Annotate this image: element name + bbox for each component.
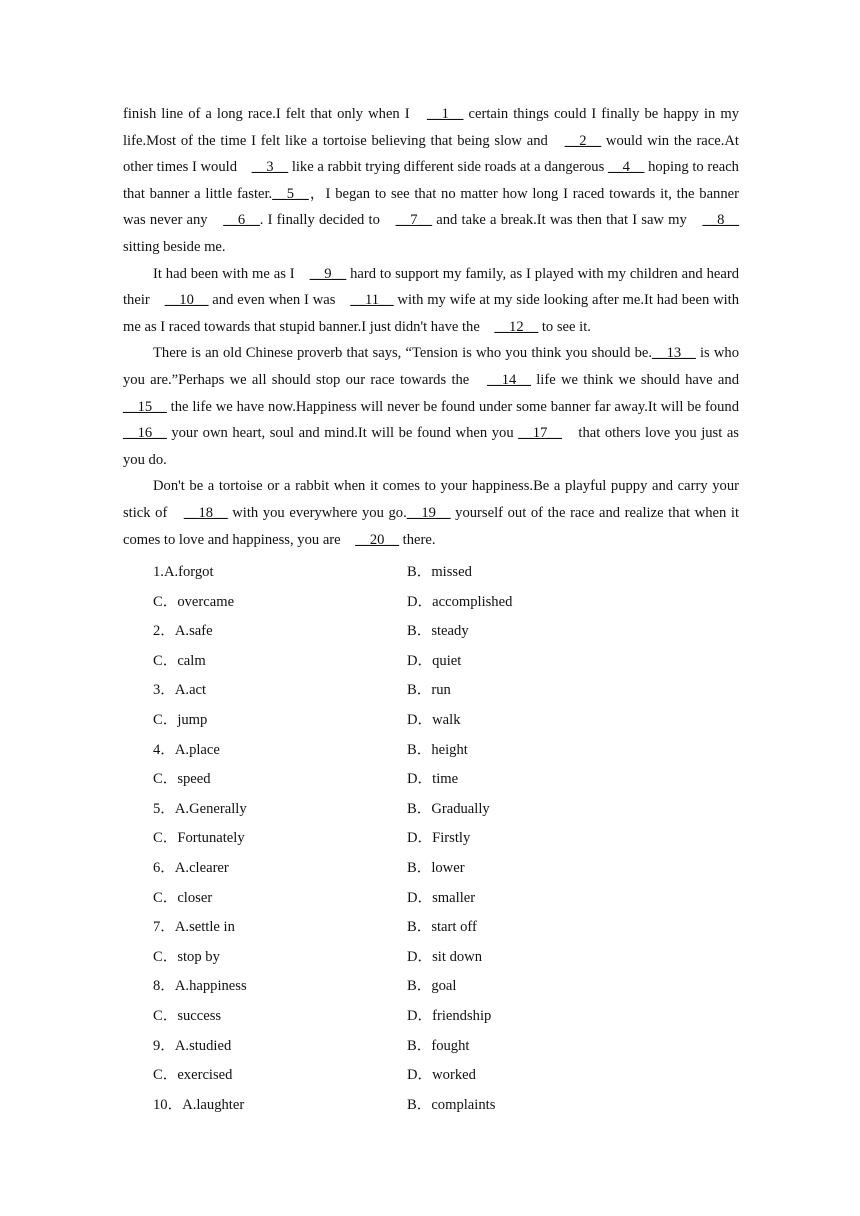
option-choice: B．lower [407, 860, 465, 877]
answer-blank: __15__ [123, 398, 167, 415]
option-choice: B．Gradually [407, 800, 490, 817]
option-row [123, 765, 739, 795]
option-choice: C．Fortunately [153, 830, 245, 847]
passage-text: would win the race.At other times I would [123, 132, 739, 176]
option-choice: C．jump [153, 712, 208, 729]
passage-text: the life we have now.Happiness will never be found under some banner far away.It will be found [166, 398, 754, 415]
option-choice: D．quiet [407, 652, 462, 669]
passage-text: Don't be a tortoise or a rabbit when it comes to your happiness.Be a playful puppy and carry your stick of [123, 478, 739, 521]
option-choice: 6．A.clearer [153, 860, 229, 877]
option-choice: B．complaints [407, 1096, 496, 1113]
passage-text: . I finally decided to [259, 212, 396, 229]
answer-blank: __11__ [350, 292, 394, 309]
answer-blank: __16__ [123, 425, 167, 442]
option-row [123, 1032, 739, 1062]
passage-paragraph [123, 261, 739, 341]
passage-text: that others love you just as you do. [123, 425, 739, 468]
option-choice: 7．A.settle in [153, 919, 235, 936]
option-choice: C．calm [153, 652, 206, 669]
passage-text: and take a break.It was then that I saw my [432, 212, 703, 229]
answer-blank: __8__ [702, 212, 739, 229]
option-row [123, 1061, 739, 1091]
passage-text: there. [399, 531, 436, 548]
option-choice: D．sit down [407, 948, 482, 965]
option-choice: B．run [407, 682, 451, 699]
option-choice: 8．A.happiness [153, 978, 247, 995]
option-row [123, 913, 739, 943]
answer-blank: __14__ [487, 371, 531, 388]
option-choice: B．goal [407, 978, 457, 995]
option-choice: C．exercised [153, 1067, 233, 1084]
passage-text: your own heart, soul and mind.It will be found when you [166, 425, 519, 442]
option-choice: B．fought [407, 1037, 470, 1054]
passage-text: certain things could I finally be happy in my life.Most of the time I felt like a tortoise believing that being slow and [123, 106, 739, 149]
option-row [123, 795, 739, 825]
passage-text: and even when I was [208, 292, 351, 309]
answer-blank: __5__ [272, 185, 309, 202]
option-row [123, 588, 739, 618]
option-row [123, 1091, 739, 1121]
answer-blank: __12__ [494, 318, 539, 335]
option-row [123, 736, 739, 766]
answer-blank: __9__ [309, 265, 347, 282]
passage-text: ，I began to see that no matter how long I raced towards it, the banner was never any [123, 185, 739, 229]
option-choice: C．closer [153, 889, 213, 906]
passage-text: yourself out of the race and realize that when it comes to love and happiness, you are [123, 504, 739, 548]
option-row [123, 706, 739, 736]
option-choice: D．accomplished [407, 593, 513, 610]
passage-paragraph [123, 340, 754, 473]
passage-text: is who you are.”Perhaps we all should stop our race towards the [123, 345, 739, 388]
option-choice: C．speed [153, 771, 211, 788]
option-row [123, 972, 739, 1002]
passage-text: with my wife at my side looking after me.It had been with me as I raced towards that stupid banner.I just didn't have the [123, 292, 740, 335]
option-row [123, 676, 739, 706]
option-choice: D．time [407, 771, 459, 788]
answer-blank: __7__ [395, 212, 433, 229]
option-choice: D．friendship [407, 1008, 492, 1024]
passage-text: with you everywhere you go. [227, 504, 407, 521]
passage-paragraph [123, 473, 739, 553]
passage-text: to see it. [538, 318, 591, 335]
option-choice: B．missed [407, 564, 472, 581]
option-choice: B．steady [407, 623, 469, 640]
option-choice: D．walk [407, 712, 461, 729]
answer-blank: __4__ [607, 159, 645, 176]
option-choice: D．worked [407, 1067, 476, 1084]
passage-text: hard to support my family, as I played with my children and heard their [123, 265, 739, 309]
option-choice: 1.A.forgot [153, 564, 214, 581]
answer-blank: __1__ [426, 106, 464, 122]
option-choice: C．overcame [153, 593, 235, 610]
option-choice: B．start off [407, 919, 477, 936]
answer-blank: __6__ [223, 212, 260, 229]
option-row [123, 854, 739, 884]
option-choice: 3．A.act [153, 682, 207, 699]
answer-options [123, 558, 739, 1120]
option-row [123, 558, 739, 588]
option-row [123, 884, 739, 914]
option-row [123, 617, 739, 647]
option-choice: D．smaller [407, 889, 476, 906]
answer-blank: __2__ [564, 132, 602, 149]
option-choice: C．stop by [153, 948, 220, 965]
passage-text: There is an old Chinese proverb that says, “Tension is who you think you should be. [153, 345, 653, 362]
option-choice: 9．A.studied [153, 1037, 232, 1054]
passage-text: like a rabbit trying different side roads at a dangerous [288, 159, 608, 176]
option-row [123, 1002, 739, 1032]
answer-blank: __13__ [652, 345, 696, 362]
answer-blank: __18__ [183, 504, 228, 521]
option-choice: 4．A.place [153, 741, 220, 758]
passage-text: sitting beside me. [123, 238, 226, 255]
passage-text: hoping to reach that banner a little faster. [123, 159, 739, 202]
answer-blank: __3__ [251, 159, 289, 176]
document-page [123, 101, 754, 1120]
passage-text: life we think we should have and [530, 371, 754, 388]
option-row [123, 647, 739, 677]
passage-text: finish line of a long race.I felt that only when I [123, 106, 427, 122]
answer-blank: __20__ [355, 531, 400, 548]
answer-blank: __19__ [406, 504, 451, 521]
answer-blank: __17__ [518, 425, 562, 442]
option-row [123, 943, 739, 973]
option-choice: B．height [407, 741, 468, 758]
option-choice: 10．A.laughter [153, 1096, 245, 1113]
passage-text: It had been with me as I [153, 265, 310, 282]
option-choice: 2．A.safe [153, 623, 213, 640]
passage-paragraph [123, 101, 739, 261]
option-choice: C．success [153, 1008, 222, 1024]
cloze-passage [123, 101, 754, 553]
option-choice: D．Firstly [407, 830, 471, 847]
answer-blank: __10__ [164, 292, 209, 309]
option-row [123, 824, 739, 854]
option-choice: 5．A.Generally [153, 800, 247, 817]
